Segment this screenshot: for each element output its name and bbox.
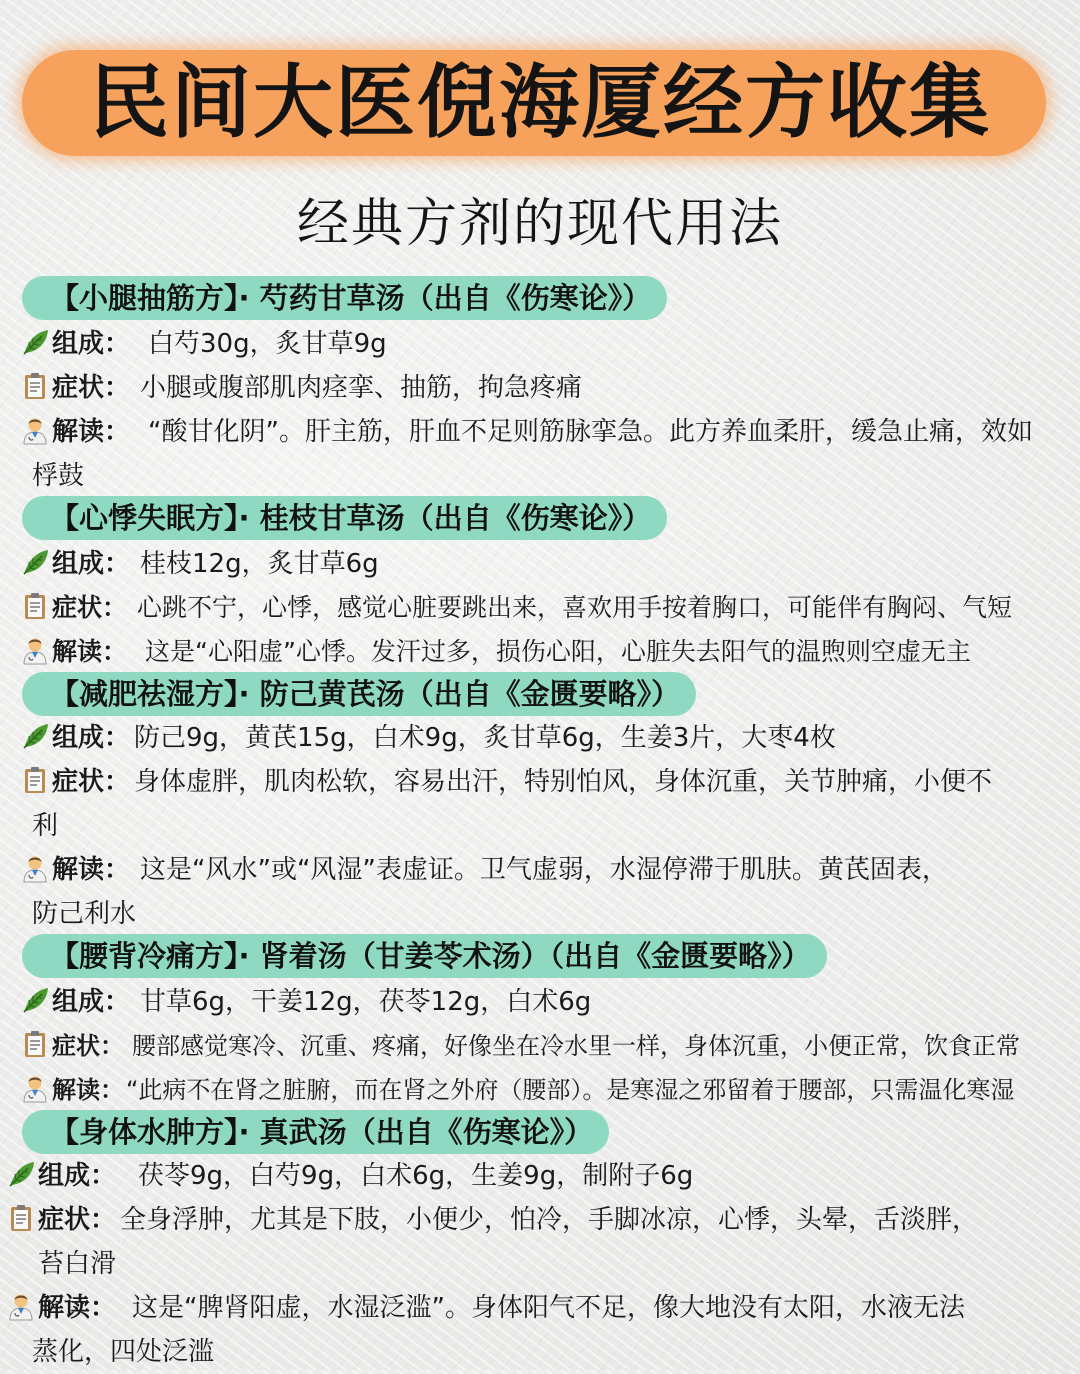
clipboard-icon: [20, 765, 50, 795]
symptoms-value: 小腿或腹部肌肉痉挛、抽筋，拘急疼痛: [140, 373, 583, 403]
interpretation-row: [20, 630, 1074, 674]
interpretation-label: 解读：: [52, 1076, 124, 1104]
composition-label: 组成：: [52, 329, 131, 359]
interpretation-row: [6, 1286, 1074, 1330]
section-heading-back-pain: 【腰背冷痛方】· 肾着汤（甘姜苓术汤）（出自《金匮要略》）: [22, 934, 827, 978]
page-subtitle: 经典方剂的现代用法: [296, 194, 783, 254]
symptoms-label: 症状：: [52, 593, 128, 622]
interpretation-row: [20, 1068, 1074, 1112]
composition-value: 茯苓9g，白芍9g，白术6g，生姜9g，制附子6g: [138, 1161, 694, 1191]
section-heading-palpitation: 【心悸失眠方】· 桂枝甘草汤（出自《伤寒论》）: [22, 496, 667, 540]
clipboard-icon: [20, 371, 50, 401]
clipboard-icon: [20, 591, 50, 621]
interpretation-value: “此病不在肾之脏腑，而在肾之外府（腰部）。是寒湿之邪留着于腰部，只需温化寒湿: [126, 1076, 1015, 1104]
section-heading-cramp: 【小腿抽筋方】· 芍药甘草汤（出自《伤寒论》）: [22, 276, 667, 320]
symptoms-value: 腰部感觉寒冷、沉重、疼痛，好像坐在冷水里一样，身体沉重，小便正常，饮食正常: [132, 1032, 1020, 1060]
section-heading-weight-loss: 【减肥祛湿方】· 防己黄芪汤（出自《金匮要略》）: [22, 672, 696, 716]
doctor-icon: [6, 1291, 36, 1321]
interpretation-continued: 防己利水: [32, 899, 137, 929]
symptoms-continued: 苔白滑: [38, 1249, 117, 1279]
composition-value: 白芍30g，炙甘草9g: [148, 329, 387, 359]
doctor-icon: [20, 853, 50, 883]
section-heading-edema: 【身体水肿方】· 真武汤（出自《伤寒论》）: [22, 1110, 609, 1154]
composition-label: 组成：: [52, 987, 131, 1017]
symptoms-value: 身体虚胖，肌肉松软，容易出汗，特别怕风，身体沉重，关节肿痛，小便不: [134, 767, 993, 797]
symptoms-row: [20, 760, 1074, 804]
symptoms-row: [6, 1198, 1074, 1242]
interpretation-row: [20, 410, 1074, 454]
interpretation-value: 这是“脾肾阳虚，水湿泛滥”。身体阳气不足，像大地没有太阳，水液无法: [132, 1293, 965, 1323]
symptoms-value: 全身浮肿，尤其是下肢，小便少，怕冷，手脚冰凉，心悸，头晕，舌淡胖，: [120, 1205, 979, 1235]
leaf-icon: [20, 547, 50, 577]
symptoms-label: 症状：: [52, 767, 131, 797]
leaf-icon: [20, 985, 50, 1015]
interpretation-label: 解读：: [38, 1293, 117, 1323]
page-title: 民间大医倪海厦经方收集: [89, 56, 991, 149]
composition-row: [6, 1154, 1074, 1198]
interpretation-label: 解读：: [52, 417, 131, 447]
clipboard-icon: [20, 1029, 50, 1059]
composition-label: 组成：: [52, 723, 131, 753]
symptoms-continued: 利: [32, 811, 59, 841]
symptoms-value: 心跳不宁，心悸，感觉心脏要跳出来，喜欢用手按着胸口，可能伴有胸闷、气短: [137, 593, 1013, 622]
interpretation-continued: 桴鼓: [32, 461, 85, 491]
interpretation-value: 这是“风水”或“风湿”表虚证。卫气虚弱，水湿停滞于肌肤。黄芪固表，: [140, 855, 948, 885]
leaf-icon: [20, 327, 50, 357]
composition-value: 甘草6g，干姜12g，茯苓12g，白术6g: [140, 987, 592, 1017]
doctor-icon: [20, 1073, 50, 1103]
symptoms-row: [20, 366, 1074, 410]
composition-row: [20, 542, 1074, 586]
clipboard-icon: [6, 1203, 36, 1233]
symptoms-row: [20, 586, 1074, 630]
composition-row: [20, 980, 1074, 1024]
leaf-icon: [20, 721, 50, 751]
interpretation-value: 这是“心阳虚”心悸。发汗过多，损伤心阳，心脏失去阳气的温煦则空虚无主: [145, 637, 971, 666]
interpretation-label: 解读：: [52, 637, 128, 666]
composition-row: [20, 322, 1074, 366]
leaf-icon: [6, 1159, 36, 1189]
interpretation-value: “酸甘化阴”。肝主筋，肝血不足则筋脉挛急。此方养血柔肝，缓急止痛，效如: [148, 417, 1033, 447]
composition-row: [20, 716, 1074, 760]
composition-value: 防己9g，黄芪15g，白术9g，炙甘草6g，生姜3片，大枣4枚: [134, 723, 836, 753]
interpretation-continued: 蒸化，四处泛滥: [32, 1337, 215, 1367]
interpretation-row: [20, 848, 1074, 892]
symptoms-label: 症状：: [52, 373, 131, 403]
interpretation-label: 解读：: [52, 855, 131, 885]
doctor-icon: [20, 635, 50, 665]
composition-label: 组成：: [38, 1161, 117, 1191]
symptoms-label: 症状：: [52, 1032, 124, 1060]
symptoms-row: [20, 1024, 1074, 1068]
symptoms-label: 症状：: [38, 1205, 117, 1235]
composition-value: 桂枝12g，炙甘草6g: [140, 549, 379, 579]
composition-label: 组成：: [52, 549, 131, 579]
doctor-icon: [20, 415, 50, 445]
